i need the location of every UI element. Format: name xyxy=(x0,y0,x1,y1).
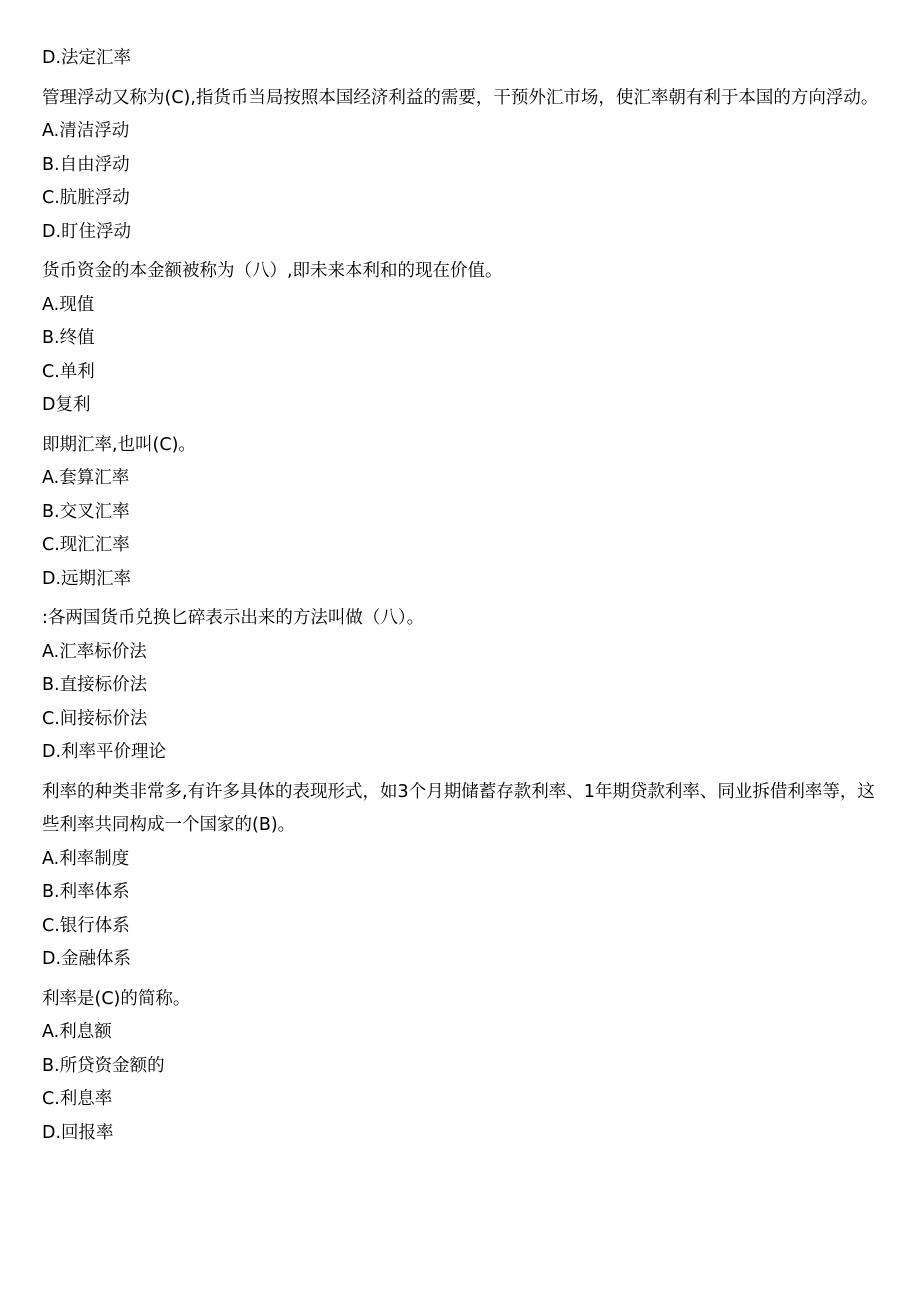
question-block xyxy=(42,602,888,770)
option-text: C.利息率 xyxy=(42,1089,113,1109)
option-text: A.清洁浮动 xyxy=(42,121,130,141)
option-text: B.终值 xyxy=(42,328,95,348)
question-stem: 货币资金的本金额被称为（八）,即未来本利和的现在价值。 xyxy=(42,261,503,281)
option-text: B.利率体系 xyxy=(42,882,130,902)
option-text: D.利率平价理论 xyxy=(42,742,167,762)
option-text: A.汇率标价法 xyxy=(42,641,147,662)
option-text: D.回报率 xyxy=(42,1122,114,1143)
option-text: A.利率制度 xyxy=(42,848,130,869)
question-block xyxy=(42,255,888,423)
option-text: B.自由浮动 xyxy=(42,154,130,175)
option-text: A.现值 xyxy=(42,294,95,315)
option-text: B.所贷资金额的 xyxy=(42,1055,165,1076)
option-text: D.盯住浮动 xyxy=(42,221,132,242)
option-text: D复利 xyxy=(42,395,91,415)
question-block xyxy=(42,776,888,977)
question-stem: 管理浮动又称为(C),指货币当局按照本国经济利益的需要，干预外汇市场，使汇率朝有利于本国的方向浮动。 xyxy=(42,87,879,108)
question-stem: :各两国货币兑换匕碎表示出来的方法叫做（八）。 xyxy=(42,608,425,628)
option-text: B.直接标价法 xyxy=(42,675,148,695)
option-text: C.单利 xyxy=(42,361,95,382)
option-text: D.金融体系 xyxy=(42,949,132,969)
question-block xyxy=(42,82,888,250)
option-text: C.银行体系 xyxy=(42,915,130,936)
option-text: C.间接标价法 xyxy=(42,708,148,729)
question-stem: 利率是(C)的简称。 xyxy=(42,988,191,1009)
option-text: A.利息额 xyxy=(42,1022,112,1042)
option-text: C.肮脏浮动 xyxy=(42,188,130,208)
document-page xyxy=(42,42,888,1150)
option-text: C.现汇汇率 xyxy=(42,535,130,555)
question-block xyxy=(42,983,888,1151)
option-text: A.套算汇率 xyxy=(42,468,130,488)
question-block xyxy=(42,429,888,597)
question-stem: 利率的种类非常多,有许多具体的表现形式，如3个月期储蓄存款利率、1年期贷款利率、同业拆借利率等，这些利率共同构成一个国家的(B)。 xyxy=(42,781,875,835)
question-stem: 即期汇率,也叫(C)。 xyxy=(42,434,196,455)
option-text: D.法定汇率 xyxy=(42,48,132,68)
option-text: B.交叉汇率 xyxy=(42,501,130,522)
option-text: D.远期汇率 xyxy=(42,568,132,589)
